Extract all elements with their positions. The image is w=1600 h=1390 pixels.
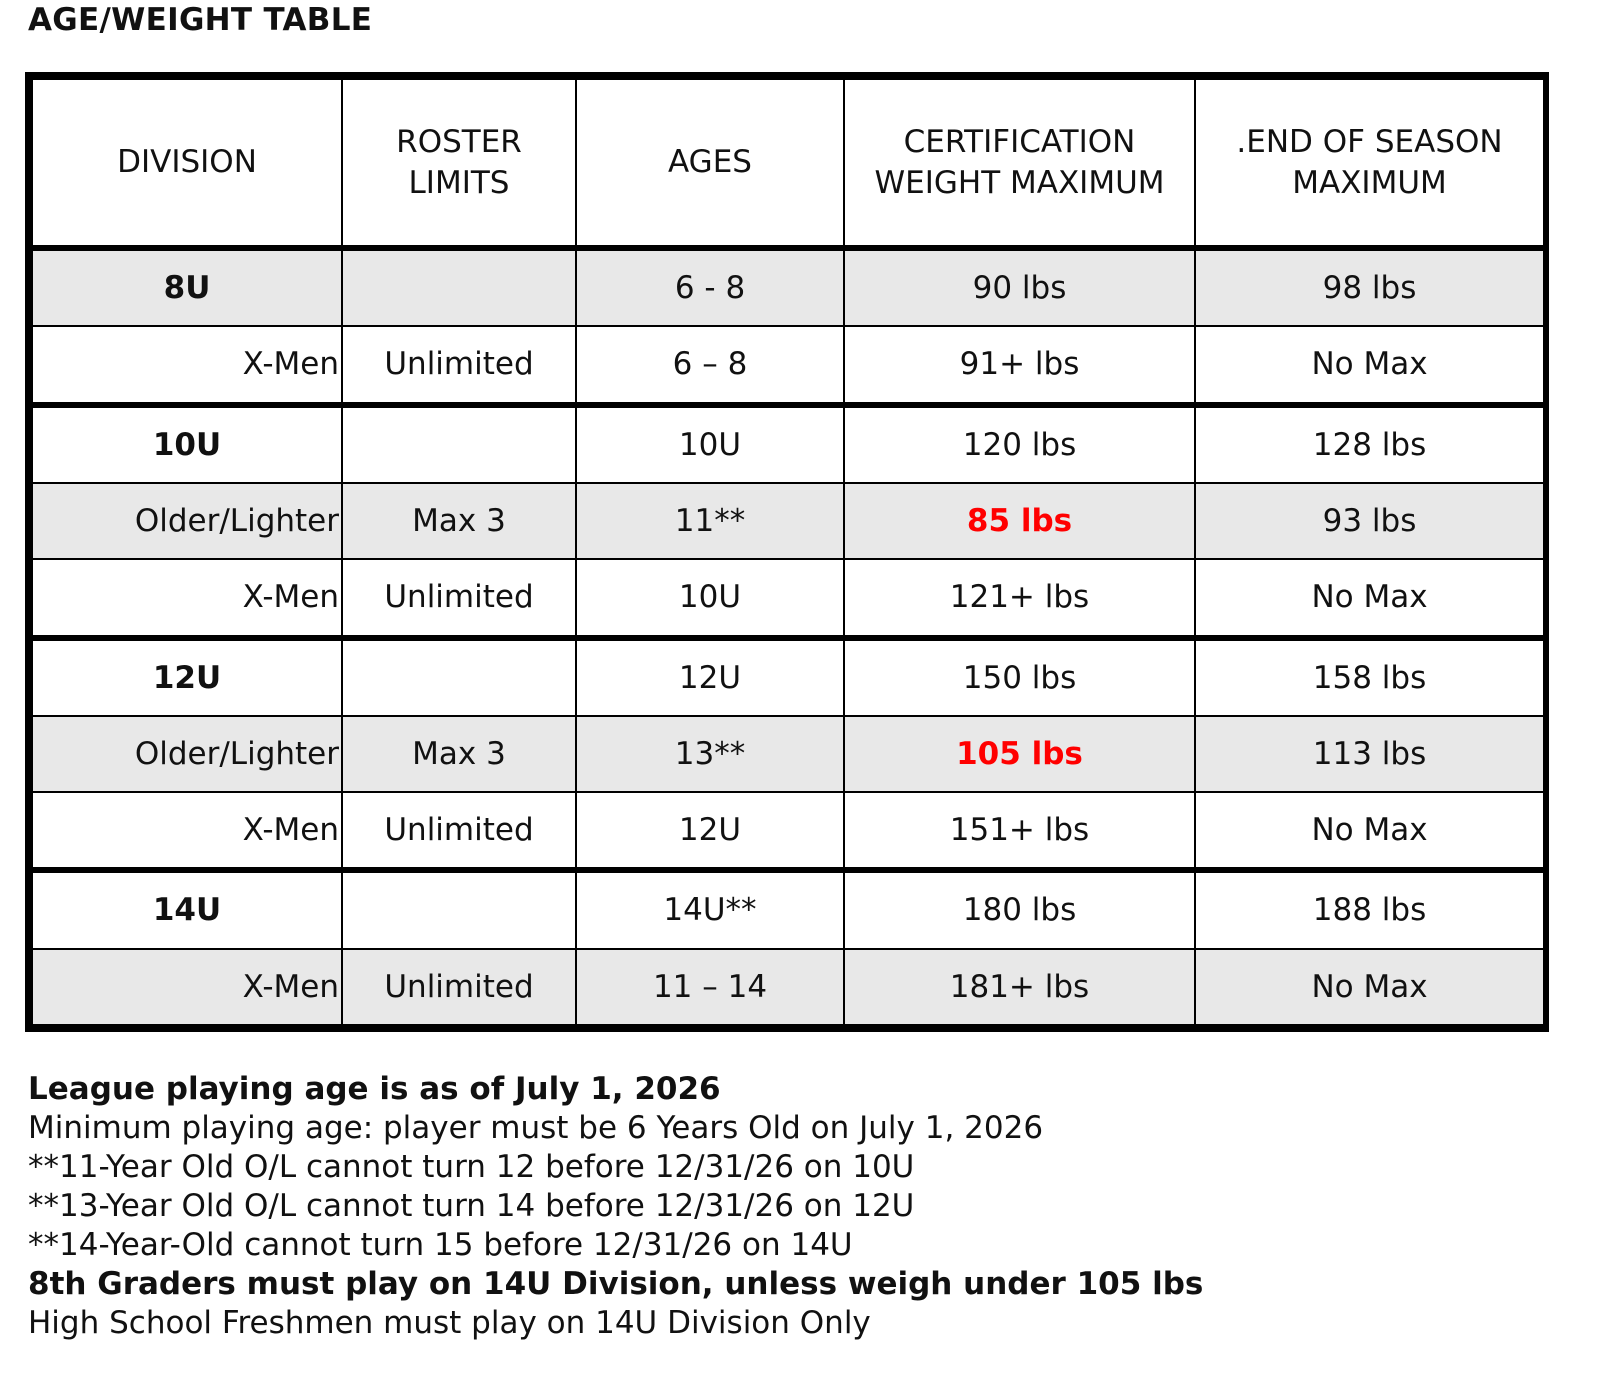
ages-cell: 14U** xyxy=(576,870,844,948)
note-line: High School Freshmen must play on 14U Division Only xyxy=(28,1305,871,1341)
division-cell: Older/Lighter xyxy=(32,716,342,792)
ages-cell: 6 – 8 xyxy=(576,326,844,404)
ages-cell: 10U xyxy=(576,405,844,483)
table-row xyxy=(32,870,1544,948)
division-cell: X-Men xyxy=(32,326,342,404)
note-line: **11-Year Old O/L cannot turn 12 before 12/31/26 on 10U xyxy=(28,1149,915,1185)
cert-weight-cell: 90 lbs xyxy=(844,248,1195,326)
table-row xyxy=(32,638,1544,716)
end-season-cell: No Max xyxy=(1195,326,1544,404)
end-season-cell: 98 lbs xyxy=(1195,248,1544,326)
ages-cell: 10U xyxy=(576,559,844,637)
division-cell: Older/Lighter xyxy=(32,483,342,559)
end-season-cell: No Max xyxy=(1195,559,1544,637)
cert-weight-cell-highlight: 85 lbs xyxy=(844,483,1195,559)
header-certification-weight: CERTIFICATION WEIGHT MAXIMUM xyxy=(844,79,1195,248)
note-line: Minimum playing age: player must be 6 Years Old on July 1, 2026 xyxy=(28,1110,1044,1146)
table-row xyxy=(32,792,1544,870)
roster-cell xyxy=(342,638,576,716)
ages-cell: 11** xyxy=(576,483,844,559)
end-season-cell: No Max xyxy=(1195,792,1544,870)
division-cell: 8U xyxy=(32,248,342,326)
cert-weight-cell: 121+ lbs xyxy=(844,559,1195,637)
cert-weight-cell-highlight: 105 lbs xyxy=(844,716,1195,792)
table-row xyxy=(32,949,1544,1025)
roster-cell: Max 3 xyxy=(342,716,576,792)
page-title: AGE/WEIGHT TABLE xyxy=(28,2,373,38)
table-row xyxy=(32,405,1544,483)
cert-weight-cell: 151+ lbs xyxy=(844,792,1195,870)
roster-cell: Unlimited xyxy=(342,326,576,404)
ages-cell: 6 - 8 xyxy=(576,248,844,326)
cert-weight-cell: 150 lbs xyxy=(844,638,1195,716)
end-season-cell: 128 lbs xyxy=(1195,405,1544,483)
end-season-cell: No Max xyxy=(1195,949,1544,1025)
division-cell: X-Men xyxy=(32,949,342,1025)
note-line: League playing age is as of July 1, 2026 xyxy=(28,1071,721,1107)
division-cell: X-Men xyxy=(32,559,342,637)
end-season-cell: 93 lbs xyxy=(1195,483,1544,559)
ages-cell: 12U xyxy=(576,638,844,716)
roster-cell: Max 3 xyxy=(342,483,576,559)
end-season-cell: 113 lbs xyxy=(1195,716,1544,792)
table-row xyxy=(32,248,1544,326)
note-line: **13-Year Old O/L cannot turn 14 before 12/31/26 on 12U xyxy=(28,1188,915,1224)
table-row xyxy=(32,716,1544,792)
division-cell: X-Men xyxy=(32,792,342,870)
ages-cell: 13** xyxy=(576,716,844,792)
header-end-of-season: .END OF SEASON MAXIMUM xyxy=(1195,79,1544,248)
cert-weight-cell: 120 lbs xyxy=(844,405,1195,483)
note-line: **14-Year-Old cannot turn 15 before 12/31/26 on 14U xyxy=(28,1227,853,1263)
header-row xyxy=(32,79,1544,248)
division-cell: 12U xyxy=(32,638,342,716)
division-cell: 14U xyxy=(32,870,342,948)
header-division: DIVISION xyxy=(32,79,342,248)
note-line: 8th Graders must play on 14U Division, unless weigh under 105 lbs xyxy=(28,1266,1204,1302)
end-season-cell: 188 lbs xyxy=(1195,870,1544,948)
cert-weight-cell: 91+ lbs xyxy=(844,326,1195,404)
table-row xyxy=(32,559,1544,637)
notes-section xyxy=(28,1070,1203,1343)
roster-cell xyxy=(342,405,576,483)
header-ages: AGES xyxy=(576,79,844,248)
division-cell: 10U xyxy=(32,405,342,483)
roster-cell: Unlimited xyxy=(342,559,576,637)
cert-weight-cell: 181+ lbs xyxy=(844,949,1195,1025)
table-row xyxy=(32,483,1544,559)
roster-cell xyxy=(342,248,576,326)
age-weight-table xyxy=(25,72,1549,1032)
ages-cell: 12U xyxy=(576,792,844,870)
roster-cell: Unlimited xyxy=(342,792,576,870)
roster-cell xyxy=(342,870,576,948)
header-roster-limits: ROSTER LIMITS xyxy=(342,79,576,248)
roster-cell: Unlimited xyxy=(342,949,576,1025)
end-season-cell: 158 lbs xyxy=(1195,638,1544,716)
table-row xyxy=(32,326,1544,404)
ages-cell: 11 – 14 xyxy=(576,949,844,1025)
cert-weight-cell: 180 lbs xyxy=(844,870,1195,948)
